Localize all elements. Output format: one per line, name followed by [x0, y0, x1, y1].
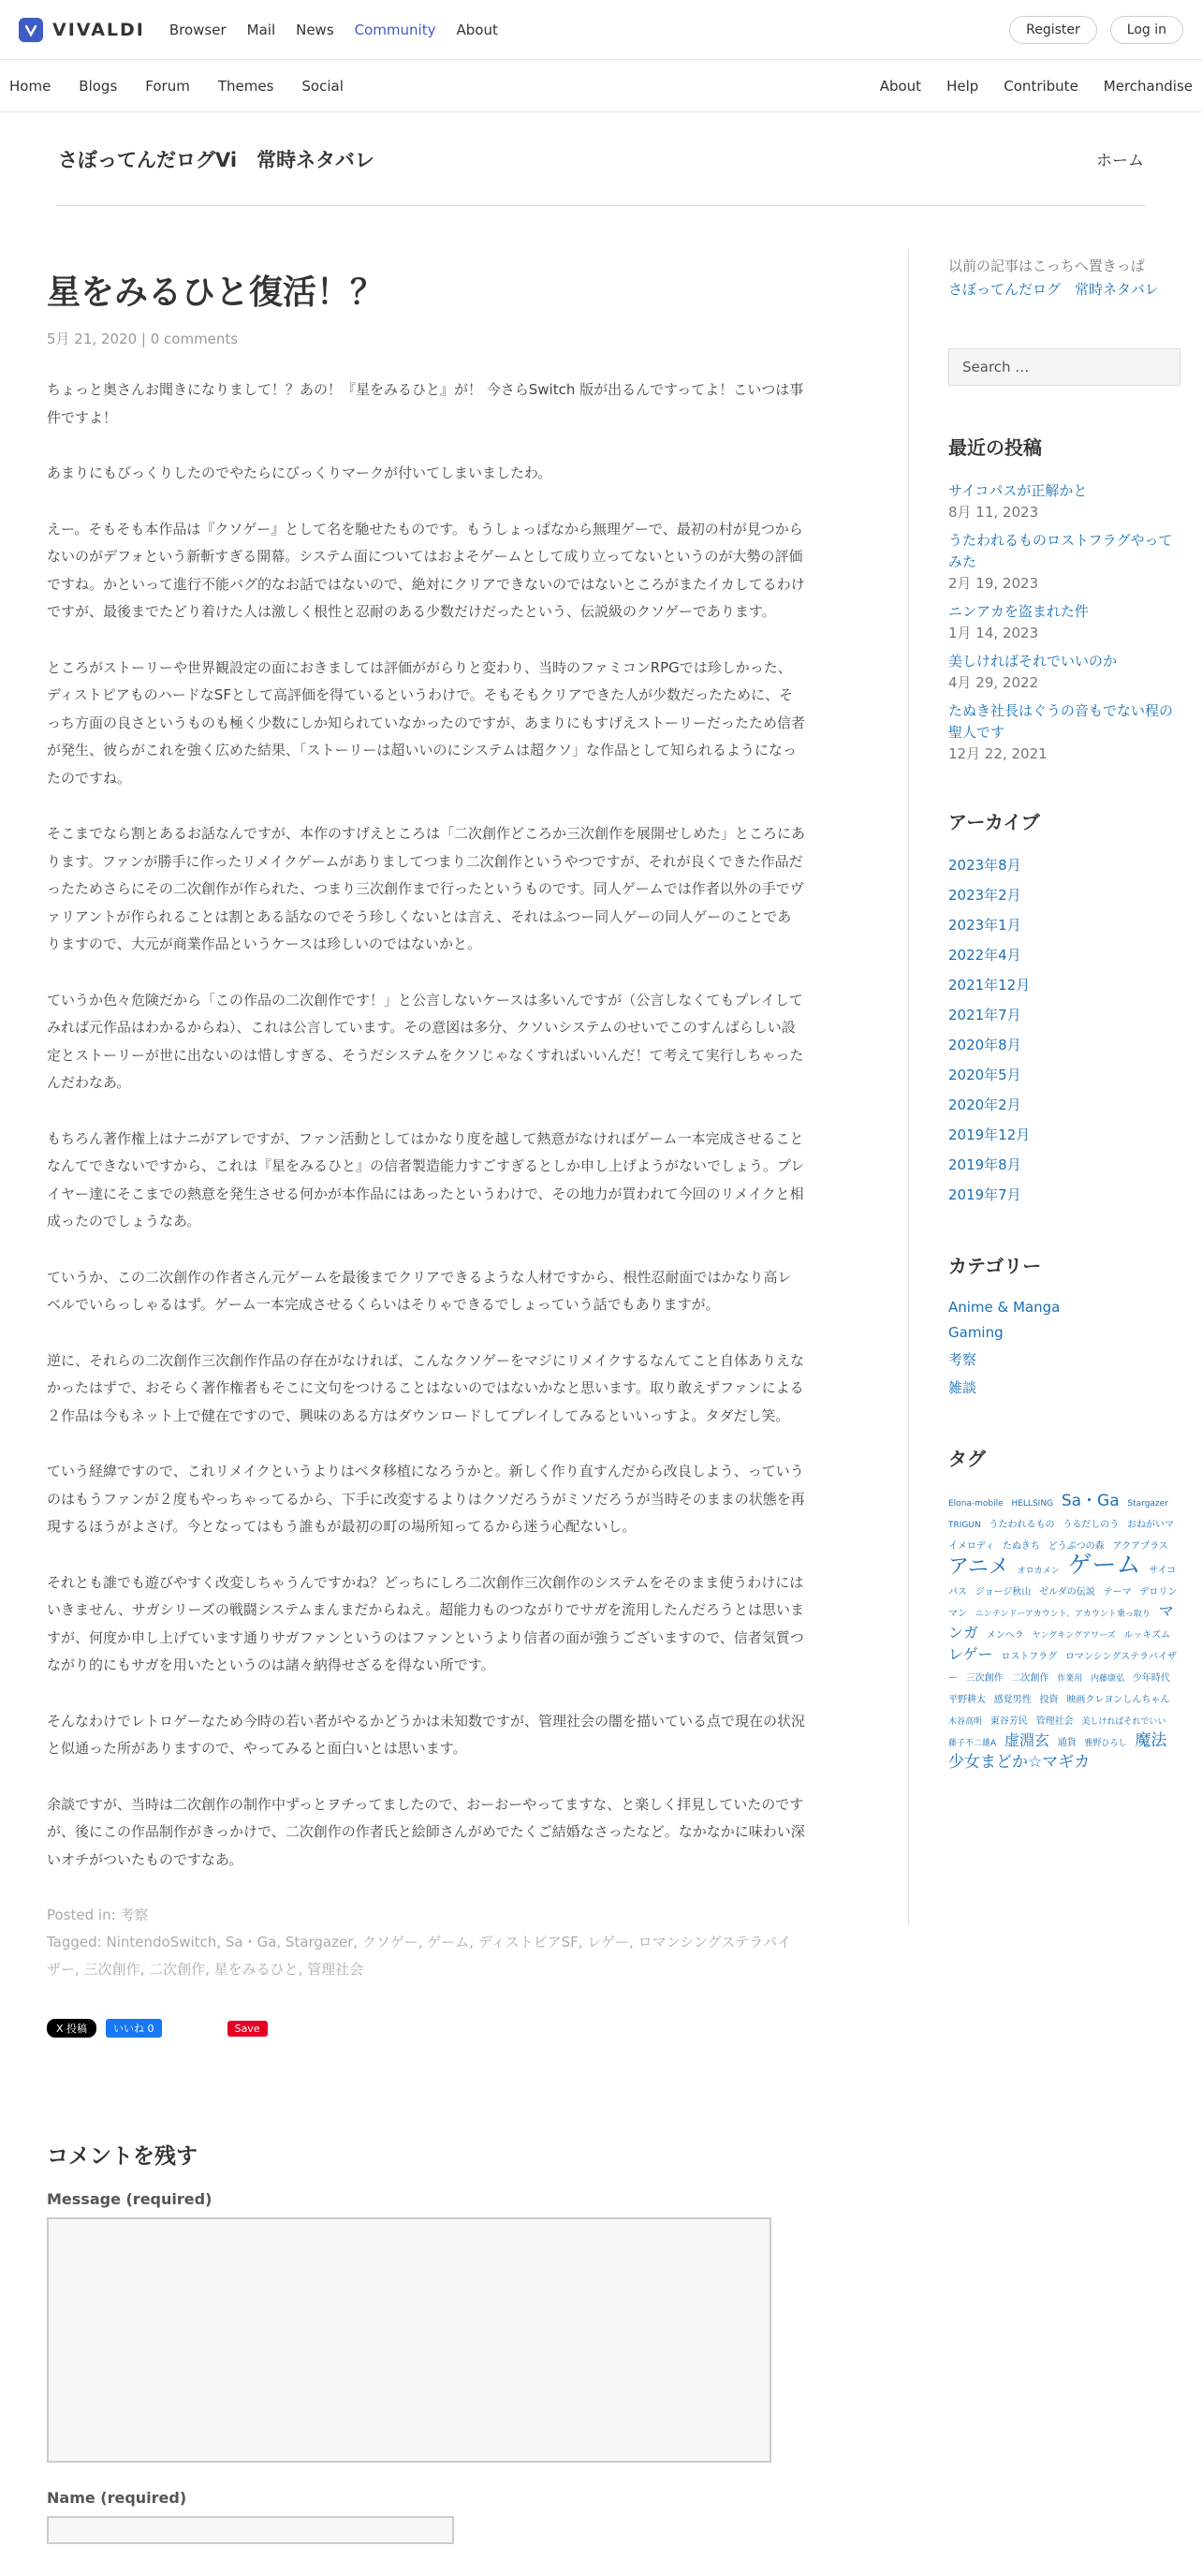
nav-community[interactable]: Community [354, 21, 436, 38]
tag-link[interactable]: 木谷高明 [948, 1717, 983, 1727]
recent-post-link[interactable]: うたわれるものロストフラグやってみた [948, 532, 1173, 570]
post-paragraph: ちょっと奥さんお聞きになりまして！？あの！『星をみるひと』が！ 今さらSwitch 版が出るんですってよ！こいつは事件ですよ！ [47, 381, 804, 426]
recent-post-link[interactable]: たぬき社長はぐうの音もでない程の聖人です [948, 702, 1174, 741]
subnav-home[interactable]: Home [9, 77, 51, 95]
sidebar-intro: 以前の記事はこっちへ置きっぱ さぼってんだログ 常時ネタバレ [948, 258, 1159, 298]
tag-link[interactable]: 平野耕太 [948, 1695, 986, 1705]
tag-link[interactable]: 投資 [1039, 1695, 1059, 1705]
category-link[interactable]: 考察 [948, 1351, 977, 1368]
tag-link[interactable]: 三次創作 [965, 1673, 1004, 1684]
tag-link[interactable]: うるだしのう [1063, 1520, 1120, 1530]
recent-post-date: 1月 14, 2023 [948, 625, 1039, 641]
tag-link[interactable]: ルッキズム [1123, 1630, 1171, 1641]
tag-link[interactable]: オロカメン [1017, 1567, 1060, 1576]
tag-links[interactable]: NintendoSwitch, Sa・Ga, Stargazer, クソゲー, ゲーム, ディストピアSF, レゲー, ロマンシングステラバイザー, 三次創作, 二次創作, 星をみるひと, 管理社会 [47, 1934, 792, 1978]
category-link[interactable]: 雑談 [948, 1379, 977, 1396]
post-paragraph: えー。そもそも本作品は『クソゲー』として名を馳せたものです。もうしょっぱなから無理ゲーで、最初の村が見つからないのがデフォという新斬すぎる開幕。システム面についてはおよそゲームとして成り立ってないというのが大勢の評価ですね。かといって進行不能バグ的なお話ではないので、絶対にクリアできないのではないところがまたイカしてるわけですが、最後までたどり着けた人は激しく根性と忍耐のある少数だけだったという、伝説級のクソゲーであります。 [47, 520, 805, 620]
community-subnav [0, 60, 1202, 112]
tag-link[interactable]: 感覚男性 [993, 1695, 1032, 1705]
recent-post-date: 12月 22, 2021 [948, 745, 1048, 762]
tag-link[interactable]: 魔法少女まどか☆マギカ [948, 1731, 1167, 1772]
tagged: Tagged: NintendoSwitch, Sa・Ga, Stargazer, クソゲー, ゲーム, ディストピアSF, レゲー, ロマンシングステラバイザー, 三次創作, 二次創作, 星をみるひと, 管理社会 [47, 1934, 792, 1978]
tag-link[interactable]: 作業用 [1057, 1674, 1083, 1684]
archive-list [948, 855, 1182, 1204]
blog-title[interactable]: さぼってんだログVi 常時ネタバレ [58, 148, 374, 171]
tag-link[interactable]: おねがいマイメロディ [948, 1520, 1175, 1552]
tag-link[interactable]: Elona-mobile [948, 1499, 1004, 1509]
tag-link[interactable]: たぬきち [1002, 1541, 1040, 1552]
tag-link[interactable]: うたわれるもの [989, 1520, 1055, 1530]
tag-link[interactable]: ジョージ秋山 [975, 1587, 1032, 1597]
tag-link[interactable]: ヤングキングアワーズ [1032, 1631, 1116, 1641]
tag-link[interactable]: ゲーム [1067, 1552, 1141, 1580]
archive-link[interactable]: 2020年2月 [948, 1097, 1021, 1113]
archive-link[interactable]: 2020年8月 [948, 1037, 1021, 1053]
recent-post-link[interactable]: 美しければそれでいいのか [948, 653, 1118, 670]
nav-mail[interactable]: Mail [246, 21, 276, 38]
category-link[interactable]: Anime & Manga [948, 1299, 1061, 1316]
recent-post-item [948, 700, 1182, 764]
pinterest-save-button[interactable]: Save [227, 2021, 268, 2037]
recent-post-date: 2月 19, 2023 [948, 575, 1039, 592]
tag-link[interactable]: Stargazer [1127, 1499, 1168, 1509]
post-meta: 5月 21, 2020 | 0 comments [47, 331, 239, 347]
archive-link[interactable]: 2023年8月 [948, 857, 1021, 874]
tag-link[interactable]: マンガ [948, 1602, 1174, 1641]
archive-title: アーカイブ [948, 811, 1040, 833]
post-paragraph: ていうか、この二次創作の作者さん元ゲームを最後までクリアできるような人材ですから、根性忍耐面ではかなり高レベルでいらっしゃるはず。ゲーム一本完成させるくらいはそりゃできるでしょっていう話でもありますが。 [47, 1268, 792, 1313]
tag-link[interactable]: ロストフラグ [1001, 1652, 1058, 1662]
tag-link[interactable]: メンヘラ [986, 1630, 1024, 1641]
post-paragraph: ていうか色々危険だから「この作品の二次創作です！」と公言しないケースは多いんですが（公言しなくてもプレイしてみれば元作品はわかるからね）、これは公言しています。その意図は多分、クソいシステムのせいでこのすんばらしい設定とストーリーが世に出ないのは惜しすぎる、そうだシステムをクソじゃなくすればいいんだ！て考えて実行しちゃったんだわなあ。 [47, 991, 804, 1091]
archive-link[interactable]: 2023年1月 [948, 917, 1021, 934]
archive-link[interactable]: 2021年7月 [948, 1007, 1021, 1023]
tag-link[interactable]: デロリンマン [948, 1587, 1178, 1619]
categories-list [948, 1299, 1182, 1397]
sidebar-divider [908, 249, 909, 1925]
subnav-help[interactable]: Help [946, 77, 979, 95]
post-article [47, 206, 805, 2544]
subnav-themes[interactable]: Themes [217, 77, 274, 95]
recent-posts-list [948, 480, 1182, 764]
search-input[interactable]: Search … [948, 348, 1180, 386]
nav-about[interactable]: About [456, 21, 498, 38]
category-link[interactable]: Gaming [948, 1324, 1004, 1341]
vivaldi-logo-icon [19, 18, 43, 42]
tag-cloud [948, 1492, 1182, 1772]
subnav-social[interactable]: Social [301, 77, 344, 95]
share-x-button[interactable]: X 投稿 [47, 2019, 96, 2038]
sidebar [948, 206, 1182, 2544]
tag-link[interactable]: 美しければそれでいい [1081, 1717, 1166, 1727]
recent-post-item [948, 530, 1182, 594]
post-paragraph: あまりにもびっくりしたのでやたらにびっくりマークが付いてしまいましたわ。 [47, 464, 552, 481]
recent-post-date: 4月 29, 2022 [948, 674, 1039, 691]
tag-link[interactable]: 虚淵玄 [1004, 1731, 1049, 1749]
subnav-forum[interactable]: Forum [145, 77, 190, 95]
archive-link[interactable]: 2023年2月 [948, 887, 1021, 904]
post-title: 星をみるひと復活！？ [47, 273, 385, 312]
tag-link[interactable]: 二次創作 [1011, 1673, 1049, 1684]
archive-link[interactable]: 2021年12月 [948, 977, 1031, 994]
message-label: Message (required) [47, 2190, 213, 2208]
nav-news[interactable]: News [296, 21, 334, 38]
tag-link[interactable]: レゲー [948, 1645, 993, 1663]
tag-link[interactable]: 藤子不二雄A [948, 1739, 997, 1748]
subnav-contribute[interactable]: Contribute [1004, 77, 1078, 95]
recent-post-item [948, 601, 1182, 643]
name-input[interactable] [47, 2516, 454, 2544]
tag-link[interactable]: 東谷芳民 [989, 1716, 1028, 1727]
logo-text: VIVALDI [52, 19, 145, 40]
recent-post-item [948, 480, 1182, 523]
top-nav [169, 22, 498, 38]
subnav-merchandise[interactable]: Merchandise [1103, 77, 1193, 95]
post-paragraph: ところがストーリーや世界観設定の面におきましては評価ががらりと変わり、当時のファミコンRPGでは珍しかった、ディストピアものハードなSFとして高評価を得ているというわけで。そもそもクリアできた人が少数だったために、そっち方面の良さというものも極く少数にしか知られていなかったのですが、あまりにもすげえストーリーだったため信者が発生、彼らがこれを強く広めた結果、「ストーリーは超いいのにシステムは超クソ」な作品として知られるようになったのですね。 [47, 658, 806, 787]
message-textarea[interactable] [47, 2217, 771, 2463]
post-body [47, 376, 805, 1874]
share-buttons [47, 2019, 805, 2038]
tag-link[interactable]: 映画クレヨンしんちゃん [1066, 1695, 1170, 1705]
archive-link[interactable]: 2019年8月 [948, 1156, 1021, 1173]
tags-title: タグ [948, 1448, 986, 1470]
post-paragraph: そんなわけでレトロゲーなため今時の若い者がやるかどうかは未知数ですが、管理社会の闇を描いている点で現在の状況と似通った所がありますので、やってみると面白いとは思います。 [47, 1712, 806, 1757]
post-footer [47, 1902, 805, 1983]
post-comments-count[interactable]: 0 comments [150, 331, 239, 347]
recent-post-date: 8月 11, 2023 [948, 504, 1039, 521]
post-paragraph: それとも誰でも遊びやすく改変しちゃうんですかね？どっちにしろ二次創作三次創作のシステムをそのまま使うわけにはいきません、サガシリーズの戦闘システムまんまだからねえ。超能力ものつながりでサガを流用したんだろうとは思いますが、何度か申し上げています通りサガファンというのはファンというより信者の面が強うございますので、信者気質つながり的にもサガを用いたというのは諸々納得せざるを得ない所です。 [47, 1573, 804, 1673]
tag-link[interactable]: ロマンシングステラバイザー [948, 1652, 1177, 1684]
facebook-like-button[interactable]: いいね 0 [106, 2019, 162, 2038]
recent-posts-title: 最近の投稿 [948, 436, 1042, 459]
nav-browser[interactable]: Browser [169, 21, 227, 38]
categories-title: カテゴリー [948, 1255, 1042, 1277]
register-button[interactable]: Register [1009, 16, 1097, 44]
tag-link[interactable]: Sa・Ga [1061, 1492, 1120, 1510]
comment-form [47, 2139, 805, 2544]
archive-link[interactable]: 2022年4月 [948, 947, 1021, 964]
old-blog-link[interactable]: さぼってんだログ 常時ネタバレ [948, 281, 1159, 298]
tag-link[interactable]: テーマ [1103, 1587, 1132, 1597]
post-paragraph: 余談ですが、当時は二次創作の制作中ずっとヲチってましたので、おーおーやってますな、と楽しく拝見していたのですが、後にこの作品制作がきっかけで、二次創作の作者氏と絵師さんがめでたくご結婚なさったなど。なかなかに味わい深いオチがついたものですなあ。 [47, 1795, 805, 1868]
tag-link[interactable]: ゼルダの伝説 [1039, 1587, 1095, 1597]
recent-post-link[interactable]: ニンアカを盗まれた件 [948, 603, 1089, 620]
category-link[interactable]: 考察 [120, 1906, 149, 1923]
archive-link[interactable]: 2020年5月 [948, 1067, 1021, 1083]
tag-link[interactable]: HELLSING [1011, 1499, 1054, 1509]
recent-post-item [948, 651, 1182, 693]
login-button[interactable]: Log in [1110, 16, 1183, 44]
archive-link[interactable]: 2019年7月 [948, 1186, 1021, 1203]
post-paragraph: もちろん著作権上はナニがアレですが、ファン活動としてはかなり度を越して熱意がなければゲーム一本完成させることなんてできないですから、これは『星をみるひと』の信者製造能力すごすぎるとしか申し上げようがないでしょう。プレイヤー達にそこまでの熱意を発生させる何かが本作品にはあったというわけで、その地力が買われて今回のリメイクと相成ったのでしょうなあ。 [47, 1129, 805, 1229]
recent-post-link[interactable]: サイコパスが正解かと [948, 482, 1088, 499]
post-paragraph: そこまでなら割とあるお話なんですが、本作のすげえところは「二次創作どころか三次創作を展開せしめた」ところにあります。ファンが勝手に作ったリメイクゲームがありましてつまり二次創作というやつですが、それが良くできた作品だったためさらにその二次創作が作られた、つまり三次創作まで行ったというものです。同人ゲームでは作者以外の手でヴァリアントが作られることは割とある話なのでそう珍しくないとは言え、それはふつー同人ゲーの同人ゲーのことでありますので、大元が商業作品というケースは珍しいのではないかと。 [47, 825, 806, 952]
tag-link[interactable]: 雅野ひろし [1084, 1739, 1127, 1748]
tag-link[interactable]: サイコパス [948, 1566, 1177, 1597]
posted-in: Posted in: 考察 [47, 1906, 149, 1923]
post-paragraph: 逆に、それらの二次創作三次創作作品の存在がなければ、こんなクソゲーをマジにリメイクするなんてこと自体ありえなかったはずで、おそらく著作権者もそこに文句をつけることはないのではないかなと思います。取り敢えずファンによる２作品は今もネット上で健在ですので、興味のある方はダウンロードしてプレイしてみるといいっすよ。タダだし笑。 [47, 1351, 804, 1424]
subnav-about[interactable]: About [879, 77, 922, 95]
comment-title: コメントを残す [47, 2144, 198, 2169]
tag-link[interactable]: アニメ [948, 1555, 1009, 1579]
post-date[interactable]: 5月 21, 2020 [47, 331, 138, 347]
vivaldi-logo[interactable] [19, 18, 145, 42]
tag-link[interactable]: TRIGUN [948, 1521, 981, 1530]
archive-link[interactable]: 2019年12月 [948, 1126, 1031, 1143]
tag-link[interactable]: 内藤康弘 [1091, 1674, 1125, 1684]
post-paragraph: ていう経緯ですので、これリメイクというよりはベタ移植になろうかと。新しく作り直すんだから改良しよう、っていうのはもうファンが２度もやっちゃってるから、下手に改変するよりはクソだろうがミソだろうが当時そのままの状態を再現するほうがよさげ。今となってはもう誰もが最初の町の場所知ってるから迷う心配ないし。 [47, 1463, 805, 1535]
blog-header [56, 112, 1146, 206]
tag-link[interactable]: アクアプラス [1112, 1541, 1168, 1552]
blog-home-link[interactable]: ホーム [1096, 152, 1144, 170]
tag-link[interactable]: 管理社会 [1035, 1716, 1074, 1727]
top-navbar [0, 0, 1202, 60]
tag-link[interactable]: どうぶつの森 [1048, 1541, 1105, 1552]
tag-link[interactable]: 少年時代 [1132, 1673, 1170, 1684]
tag-link[interactable]: 通貨 [1057, 1738, 1077, 1748]
tag-link[interactable]: ニンテンドーアカウント、アカウント乗っ取り [975, 1610, 1151, 1619]
subnav-blogs[interactable]: Blogs [79, 77, 118, 95]
name-label: Name (required) [47, 2489, 187, 2507]
